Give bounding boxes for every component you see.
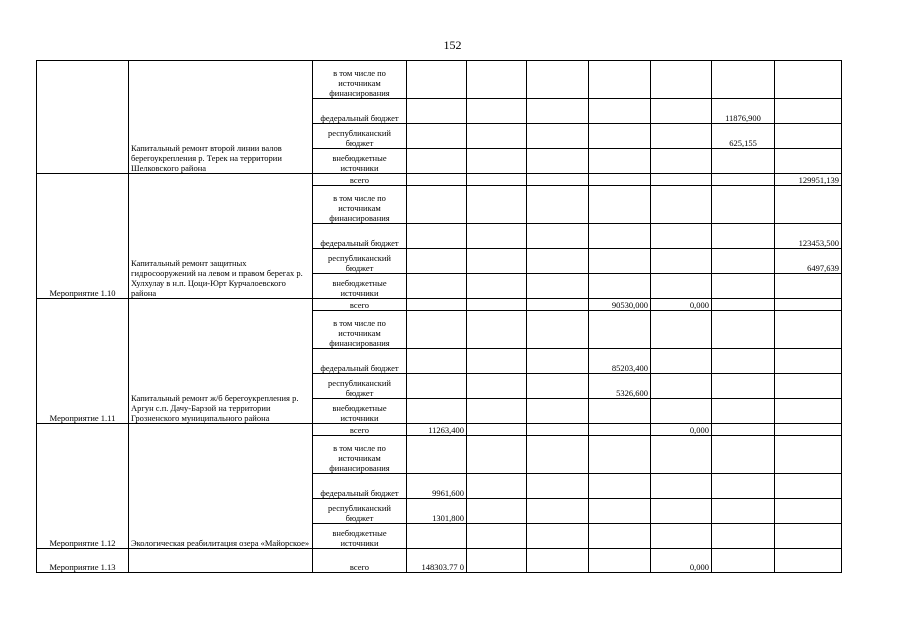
value-cell [407, 249, 467, 274]
value-cell [589, 549, 651, 573]
value-cell [527, 399, 589, 424]
table-row [37, 424, 842, 436]
source-cell: внебюджетные источники [313, 274, 407, 299]
value-cell [589, 499, 651, 524]
value-cell [651, 249, 712, 274]
value-cell: 6497,639 [775, 249, 842, 274]
value-cell [775, 524, 842, 549]
value-cell [407, 436, 467, 474]
value-cell [775, 349, 842, 374]
value-cell [527, 299, 589, 311]
value-cell [775, 311, 842, 349]
value-cell: 625,155 [712, 124, 775, 149]
activity-cell: Мероприятие 1.10 [37, 174, 129, 299]
value-cell: 129951,139 [775, 174, 842, 186]
value-cell [467, 174, 527, 186]
value-cell: 0,000 [651, 424, 712, 436]
value-cell [527, 374, 589, 399]
value-cell [467, 186, 527, 224]
value-cell [527, 174, 589, 186]
value-cell [467, 474, 527, 499]
value-cell [407, 186, 467, 224]
value-cell: 148303.77 0 [407, 549, 467, 573]
value-cell [712, 424, 775, 436]
value-cell [712, 299, 775, 311]
value-cell [651, 124, 712, 149]
value-cell [467, 524, 527, 549]
value-cell: 9961,600 [407, 474, 467, 499]
value-cell [527, 424, 589, 436]
value-cell [775, 99, 842, 124]
value-cell [651, 436, 712, 474]
value-cell [651, 274, 712, 299]
value-cell [467, 224, 527, 249]
value-cell [712, 224, 775, 249]
value-cell [651, 99, 712, 124]
source-cell: всего [313, 299, 407, 311]
value-cell [651, 149, 712, 174]
value-cell [589, 186, 651, 224]
value-cell [589, 249, 651, 274]
value-cell [775, 149, 842, 174]
source-cell: республиканский бюджет [313, 374, 407, 399]
value-cell [589, 424, 651, 436]
value-cell [651, 474, 712, 499]
value-cell [589, 311, 651, 349]
measure-name-cell [129, 549, 313, 573]
value-cell [527, 186, 589, 224]
value-cell [467, 399, 527, 424]
value-cell [712, 499, 775, 524]
value-cell [407, 399, 467, 424]
table-row [37, 299, 842, 311]
value-cell [467, 249, 527, 274]
activity-cell: Мероприятие 1.12 [37, 424, 129, 549]
source-cell: федеральный бюджет [313, 99, 407, 124]
value-cell [651, 174, 712, 186]
source-cell: республиканский бюджет [313, 249, 407, 274]
source-cell: всего [313, 549, 407, 573]
value-cell [407, 124, 467, 149]
value-cell [407, 374, 467, 399]
value-cell [527, 224, 589, 249]
activity-cell: Мероприятие 1.11 [37, 299, 129, 424]
value-cell [712, 399, 775, 424]
value-cell [712, 474, 775, 499]
value-cell [775, 549, 842, 573]
table-row [37, 174, 842, 186]
value-cell [775, 374, 842, 399]
value-cell [651, 61, 712, 99]
value-cell [527, 524, 589, 549]
value-cell [712, 374, 775, 399]
value-cell [775, 399, 842, 424]
value-cell [712, 249, 775, 274]
value-cell [407, 299, 467, 311]
source-cell: федеральный бюджет [313, 349, 407, 374]
value-cell: 85203,400 [589, 349, 651, 374]
source-cell: в том числе по источникам финансирования [313, 311, 407, 349]
value-cell [712, 311, 775, 349]
value-cell [527, 311, 589, 349]
source-cell: внебюджетные источники [313, 149, 407, 174]
source-cell: федеральный бюджет [313, 224, 407, 249]
measure-name-cell: Капитальный ремонт ж/б берегоукрепления р. Аргун с.п. Дачу-Барзой на территории Грозненского муниципального района [129, 299, 313, 424]
value-cell [527, 549, 589, 573]
value-cell [775, 124, 842, 149]
source-cell: республиканский бюджет [313, 124, 407, 149]
source-cell: всего [313, 174, 407, 186]
value-cell [712, 186, 775, 224]
value-cell: 1301,800 [407, 499, 467, 524]
value-cell [775, 274, 842, 299]
value-cell [527, 61, 589, 99]
source-cell: в том числе по источникам финансирования [313, 436, 407, 474]
value-cell [589, 524, 651, 549]
value-cell [407, 224, 467, 249]
value-cell [651, 311, 712, 349]
value-cell: 0,000 [651, 299, 712, 311]
activity-cell [37, 61, 129, 174]
value-cell [527, 499, 589, 524]
value-cell [651, 186, 712, 224]
value-cell [651, 374, 712, 399]
value-cell: 11876,900 [712, 99, 775, 124]
funding-table [36, 60, 842, 573]
value-cell [467, 374, 527, 399]
source-cell: в том числе по источникам финансирования [313, 186, 407, 224]
value-cell [712, 549, 775, 573]
value-cell [467, 61, 527, 99]
value-cell [712, 149, 775, 174]
value-cell [651, 349, 712, 374]
value-cell [712, 174, 775, 186]
value-cell [589, 61, 651, 99]
value-cell [467, 99, 527, 124]
value-cell [589, 224, 651, 249]
measure-name-cell: Капитальный ремонт второй линии валов берегоукрепления р. Терек на территории Шелковского района [129, 61, 313, 174]
table-row [37, 61, 842, 99]
table-row [37, 549, 842, 573]
value-cell [775, 436, 842, 474]
value-cell [467, 299, 527, 311]
source-cell: внебюджетные источники [313, 524, 407, 549]
value-cell [651, 499, 712, 524]
value-cell [467, 436, 527, 474]
value-cell [407, 311, 467, 349]
value-cell: 123453,500 [775, 224, 842, 249]
value-cell [407, 61, 467, 99]
page-number: 152 [443, 38, 462, 52]
value-cell [527, 436, 589, 474]
value-cell [589, 124, 651, 149]
value-cell [775, 499, 842, 524]
source-cell: в том числе по источникам финансирования [313, 61, 407, 99]
value-cell [527, 149, 589, 174]
value-cell [467, 349, 527, 374]
value-cell [712, 524, 775, 549]
value-cell [527, 99, 589, 124]
value-cell [407, 524, 467, 549]
value-cell [527, 249, 589, 274]
value-cell [589, 149, 651, 174]
value-cell [775, 474, 842, 499]
value-cell [651, 224, 712, 249]
measure-name-cell: Экологическая реабилитация озера «Майорское» [129, 424, 313, 549]
value-cell [467, 499, 527, 524]
value-cell [589, 399, 651, 424]
value-cell [407, 99, 467, 124]
value-cell [407, 349, 467, 374]
value-cell [712, 274, 775, 299]
value-cell: 90530,000 [589, 299, 651, 311]
value-cell [775, 299, 842, 311]
value-cell [467, 149, 527, 174]
value-cell [651, 399, 712, 424]
value-cell [775, 186, 842, 224]
value-cell [589, 436, 651, 474]
value-cell [467, 424, 527, 436]
value-cell: 5326,600 [589, 374, 651, 399]
value-cell [407, 274, 467, 299]
value-cell [589, 174, 651, 186]
value-cell [467, 549, 527, 573]
value-cell [775, 61, 842, 99]
value-cell: 0,000 [651, 549, 712, 573]
value-cell: 11263,400 [407, 424, 467, 436]
value-cell [527, 474, 589, 499]
value-cell [651, 524, 712, 549]
value-cell [589, 99, 651, 124]
value-cell [589, 274, 651, 299]
value-cell [407, 149, 467, 174]
value-cell [589, 474, 651, 499]
value-cell [712, 349, 775, 374]
source-cell: республиканский бюджет [313, 499, 407, 524]
value-cell [467, 311, 527, 349]
value-cell [712, 436, 775, 474]
value-cell [467, 274, 527, 299]
measure-name-cell: Капитальный ремонт защитных гидросооружений на левом и правом берегах р. Хулхулау в н.п. Цоци-Юрт Курчалоевского района [129, 174, 313, 299]
value-cell [467, 124, 527, 149]
source-cell: внебюджетные источники [313, 399, 407, 424]
value-cell [527, 274, 589, 299]
source-cell: всего [313, 424, 407, 436]
value-cell [527, 349, 589, 374]
source-cell: федеральный бюджет [313, 474, 407, 499]
activity-cell: Мероприятие 1.13 [37, 549, 129, 573]
value-cell [527, 124, 589, 149]
value-cell [775, 424, 842, 436]
value-cell [712, 61, 775, 99]
value-cell [407, 174, 467, 186]
